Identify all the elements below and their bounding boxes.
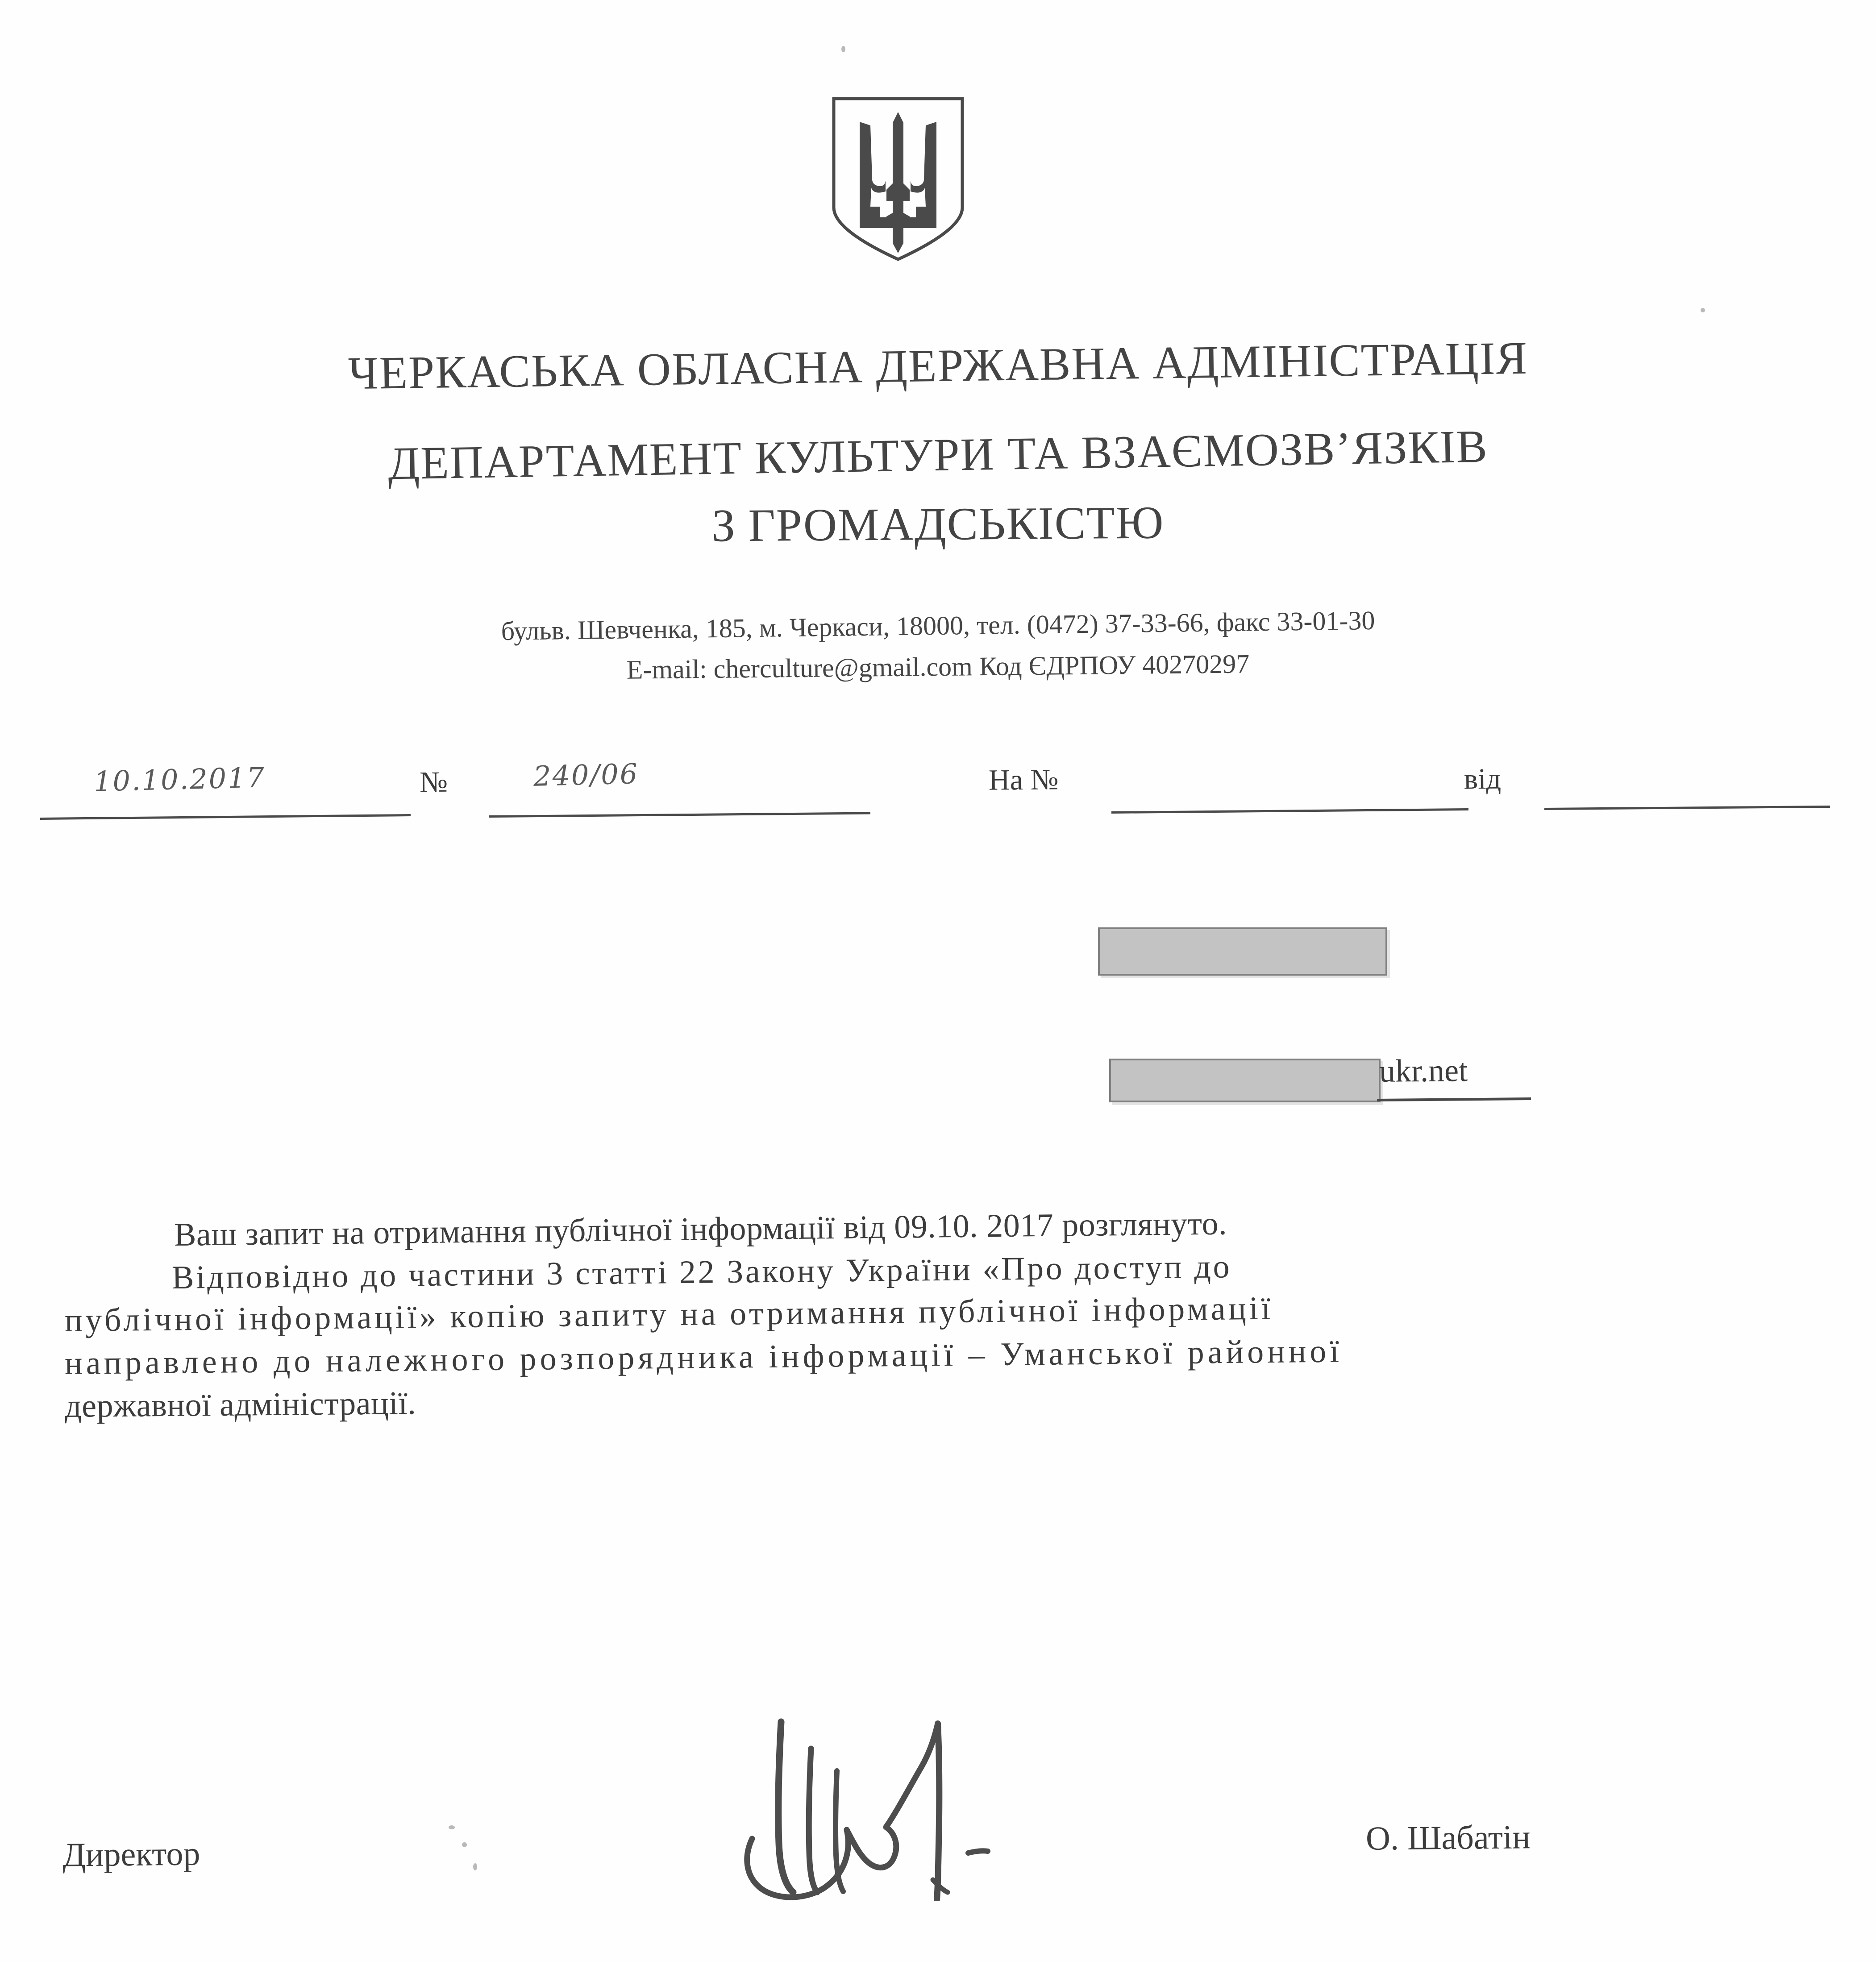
reference-row: [0, 741, 1876, 830]
from-date-rule: [1544, 806, 1830, 810]
contact-address-line: бульв. Шевченка, 185, м. Черкаси, 18000, тел. (0472) 37-33-66, факс 33-01-30: [501, 606, 1375, 646]
contact-email-line: E-mail: cherculture@gmail.com Код ЄДРПОУ 40270297: [626, 649, 1250, 685]
body-line-1: Ваш запит на отримання публічної інформації від 09.10. 2017 розглянуто.: [174, 1205, 1227, 1253]
recipient-name-redaction-box: [1098, 927, 1387, 976]
scan-speck: [1701, 308, 1705, 312]
recipient-email-underline: [1377, 1097, 1531, 1101]
body-line-5: державної адміністрації.: [64, 1385, 416, 1425]
scan-speck: [462, 1842, 467, 1847]
recipient-email-redaction-box: [1109, 1059, 1381, 1102]
handwritten-signature-icon: [690, 1696, 1020, 1901]
letter-body: [64, 1205, 1814, 1433]
reference-date-value: 10.10.2017: [93, 761, 266, 798]
signatory-title: Директор: [62, 1835, 200, 1874]
recipient-email-visible-tail: ukr.net: [1379, 1052, 1468, 1089]
scan-speck: [473, 1863, 477, 1870]
page-title-line-3: З ГРОМАДСЬКІСТЮ: [711, 497, 1165, 552]
from-date-label: від: [1464, 762, 1502, 796]
reference-number-label: №: [419, 765, 448, 799]
page-title-line-1: ЧЕРКАСЬКА ОБЛАСНА ДЕРЖАВНА АДМІНІСТРАЦІЯ: [348, 332, 1528, 399]
reply-to-label: На №: [988, 763, 1059, 797]
body-line-3: публічної інформації» копію запиту на отримання публічної інформації: [64, 1290, 1273, 1339]
reference-date-rule: [40, 814, 411, 820]
body-line-2: Відповідно до частини 3 статті 22 Закону України «Про доступ до: [171, 1248, 1232, 1296]
reply-to-rule: [1111, 808, 1468, 814]
scan-speck: [449, 1825, 455, 1829]
reference-number-rule: [489, 812, 870, 818]
body-line-4: направлено до належного розпорядника інформації – Уманської районної: [64, 1333, 1343, 1382]
scan-speck: [841, 46, 845, 52]
signatory-name: О. Шабатін: [1365, 1818, 1531, 1857]
page-title-line-2: ДЕПАРТАМЕНТ КУЛЬТУРИ ТА ВЗАЄМОЗВ’ЯЗКІВ: [387, 420, 1489, 490]
reference-number-value: 240/06: [533, 757, 639, 793]
ukrainian-trident-coat-of-arms-icon: [831, 96, 965, 261]
